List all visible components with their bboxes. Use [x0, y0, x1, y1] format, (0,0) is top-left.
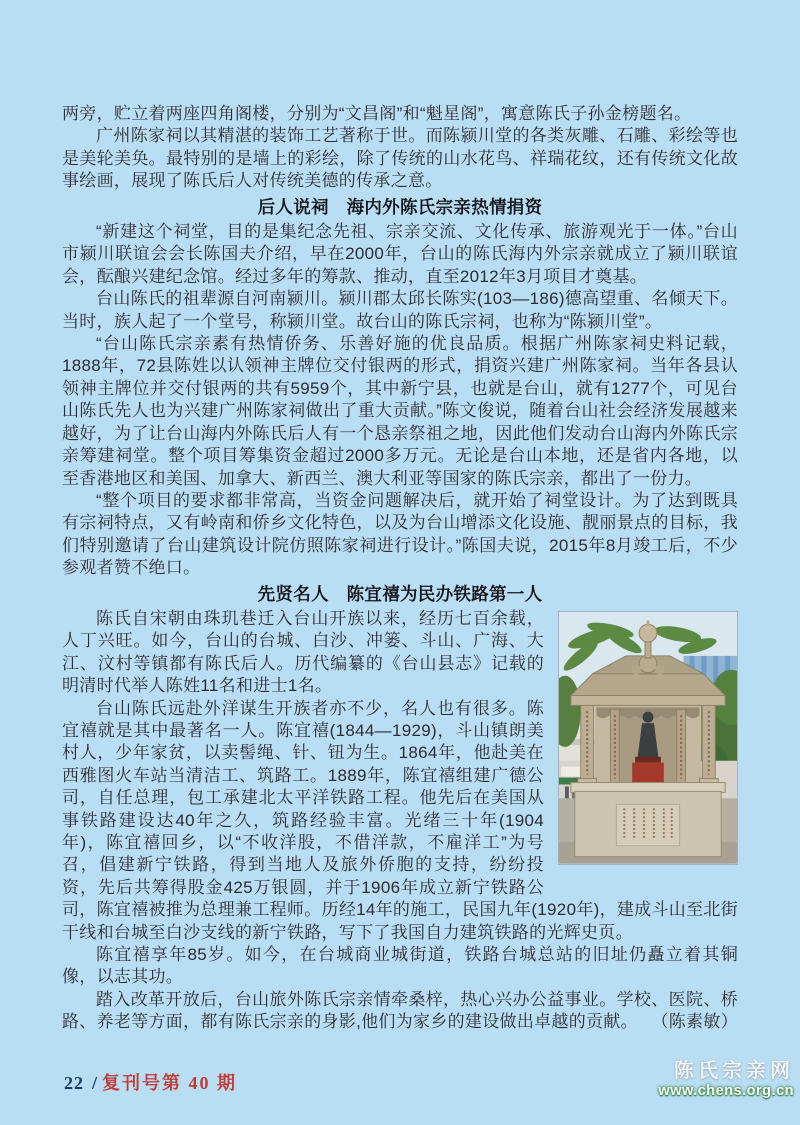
article-body: [62, 103, 738, 1034]
page-separator: /: [92, 1073, 99, 1093]
paragraph: 广州陈家祠以其精湛的装饰工艺著称于世。而陈颍川堂的各类灰雕、石雕、彩绘等也是美轮美奂。最特别的是墙上的彩绘，除了传统的山水花鸟、祥瑞花纹，还有传统文化故事绘画，展现了陈氏后人对传统美德的传承之意。: [62, 126, 738, 191]
author-credit: （陈素敏）: [651, 1012, 738, 1032]
paragraph: 陈宜禧享年85岁。如今，在台城商业城街道，铁路台城总站的旧址仍矗立着其铜像，以志其功。: [62, 945, 738, 987]
site-watermark: [658, 1060, 794, 1100]
footer-page-info: [64, 1069, 237, 1095]
paragraph: 陈氏自宋朝由珠玑巷迁入台山开族以来，经历七百余载，人丁兴旺。如今，台山的台城、白沙、冲篓、斗山、广海、大江、汶村等镇都有陈氏后人。历代编纂的《台山县志》记载的明清时代举人陈姓11名和进士1名。: [62, 608, 544, 696]
section-heading-donations: 后人说祠 海内外陈氏宗亲热情捐资: [257, 196, 543, 217]
paragraph: 台山陈氏远赴外洋谋生开族者亦不少，名人也有很多。陈宜禧就是其中最著名一人。陈宜禧(1844—1929)，斗山镇朗美村人，少年家贫，以卖髻绳、针、钮为生。1864年，他赴美在西雅图火车站当清洁工、筑路工。1889年，陈宜禧组建广德公司，自任总理，包工承建北太平洋铁路工程。他先后在美国从事铁路建设达40年之久，筑路经验丰富。光绪三十年(1904年)，陈宜禧回乡，以“不收洋股，不借洋款，不雇洋工”为号召，倡建新宁铁路，得到当地人及旅外侨胞的支持，纷纷投资，先后共筹得股金425万银圆，并于1906年成立新宁铁路公司，陈宜禧被推为总理兼工程师。历经14年的施工，民国九年(1920年)，建成斗山至北街干线和台城至白沙支线的新宁铁路，写下了我国自力建筑铁路的光辉史页。: [62, 698, 738, 942]
statue-photo-illustration: [559, 612, 737, 864]
paragraph: “新建这个祠堂，目的是集纪念先祖、宗亲交流、文化传承、旅游观光于一体。”台山市颍川联谊会会长陈国夫介绍，早在2000年，台山的陈氏海内外宗亲就成立了颍川联谊会，酝酿兴建纪念馆。经过多年的筹款、推动，直至2012年3月项目才奠基。: [62, 222, 738, 286]
watermark-site-name: 陈氏宗亲网: [674, 1060, 794, 1082]
section-heading-notable-figure: 先贤名人 陈宜禧为民办铁路第一人: [257, 583, 543, 604]
paragraph-text: 踏入改革开放后，台山旅外陈氏宗亲情牵桑梓，热心兴办公益事业。学校、医院、桥路、养老等方面，都有陈氏宗亲的身影,他们为家乡的建设做出卓越的贡献。: [62, 989, 738, 1032]
text-photo-wrap: [62, 608, 738, 944]
paragraph: “整个项目的要求都非常高，当资金问题解决后，就开始了祠堂设计。为了达到既具有宗祠特点，又有岭南和侨乡文化特色，以及为台山增添文化设施、靓丽景点的目标，我们特别邀请了台山建筑设计院仿照陈家祠进行设计。”陈国夫说，2015年8月竣工后，不少参观者赞不绝口。: [62, 490, 738, 578]
page-number: 22: [64, 1073, 84, 1093]
paragraph: [62, 989, 738, 1034]
watermark-site-url: www.chens.org.cn: [658, 1083, 794, 1099]
paragraph: “台山陈氏宗亲素有热情侨务、乐善好施的优良品质。根据广州陈家祠史料记载，1888年，72县陈姓以认领神主牌位交付银两的形式，捐资兴建广州陈家祠。当年各县认领神主牌位并交付银两的共有5959个，其中新宁县，也就是台山，就有1277个，可见台山陈氏先人也为兴建广州陈家祠做出了重大贡献。”陈文俊说，随着台山社会经济发展越来越好，为了让台山海内外陈氏后人有一个恳亲祭祖之地，因此他们发动台山海内外陈氏宗亲筹建祠堂。整个项目筹集资金超过2000多万元。无论是台山本地，还是省内各地，以至香港地区和美国、加拿大、新西兰、澳大利亚等国家的陈氏宗亲，都出了一份力。: [62, 334, 738, 488]
paragraph: 台山陈氏的祖辈源自河南颍川。颍川郡太邱长陈实(103—186)德高望重、名倾天下。当时，族人起了一个堂号，称颍川堂。故台山的陈氏宗祠，也称为“陈颍川堂”。: [62, 289, 738, 331]
issue-label: 复刊号第 40 期: [102, 1073, 238, 1093]
paragraph: 两旁，贮立着两座四角阁楼，分别为“文昌阁”和“魁星阁”，寓意陈氏子孙金榜题名。: [62, 104, 692, 123]
statue-pavilion-photo: [558, 611, 738, 865]
